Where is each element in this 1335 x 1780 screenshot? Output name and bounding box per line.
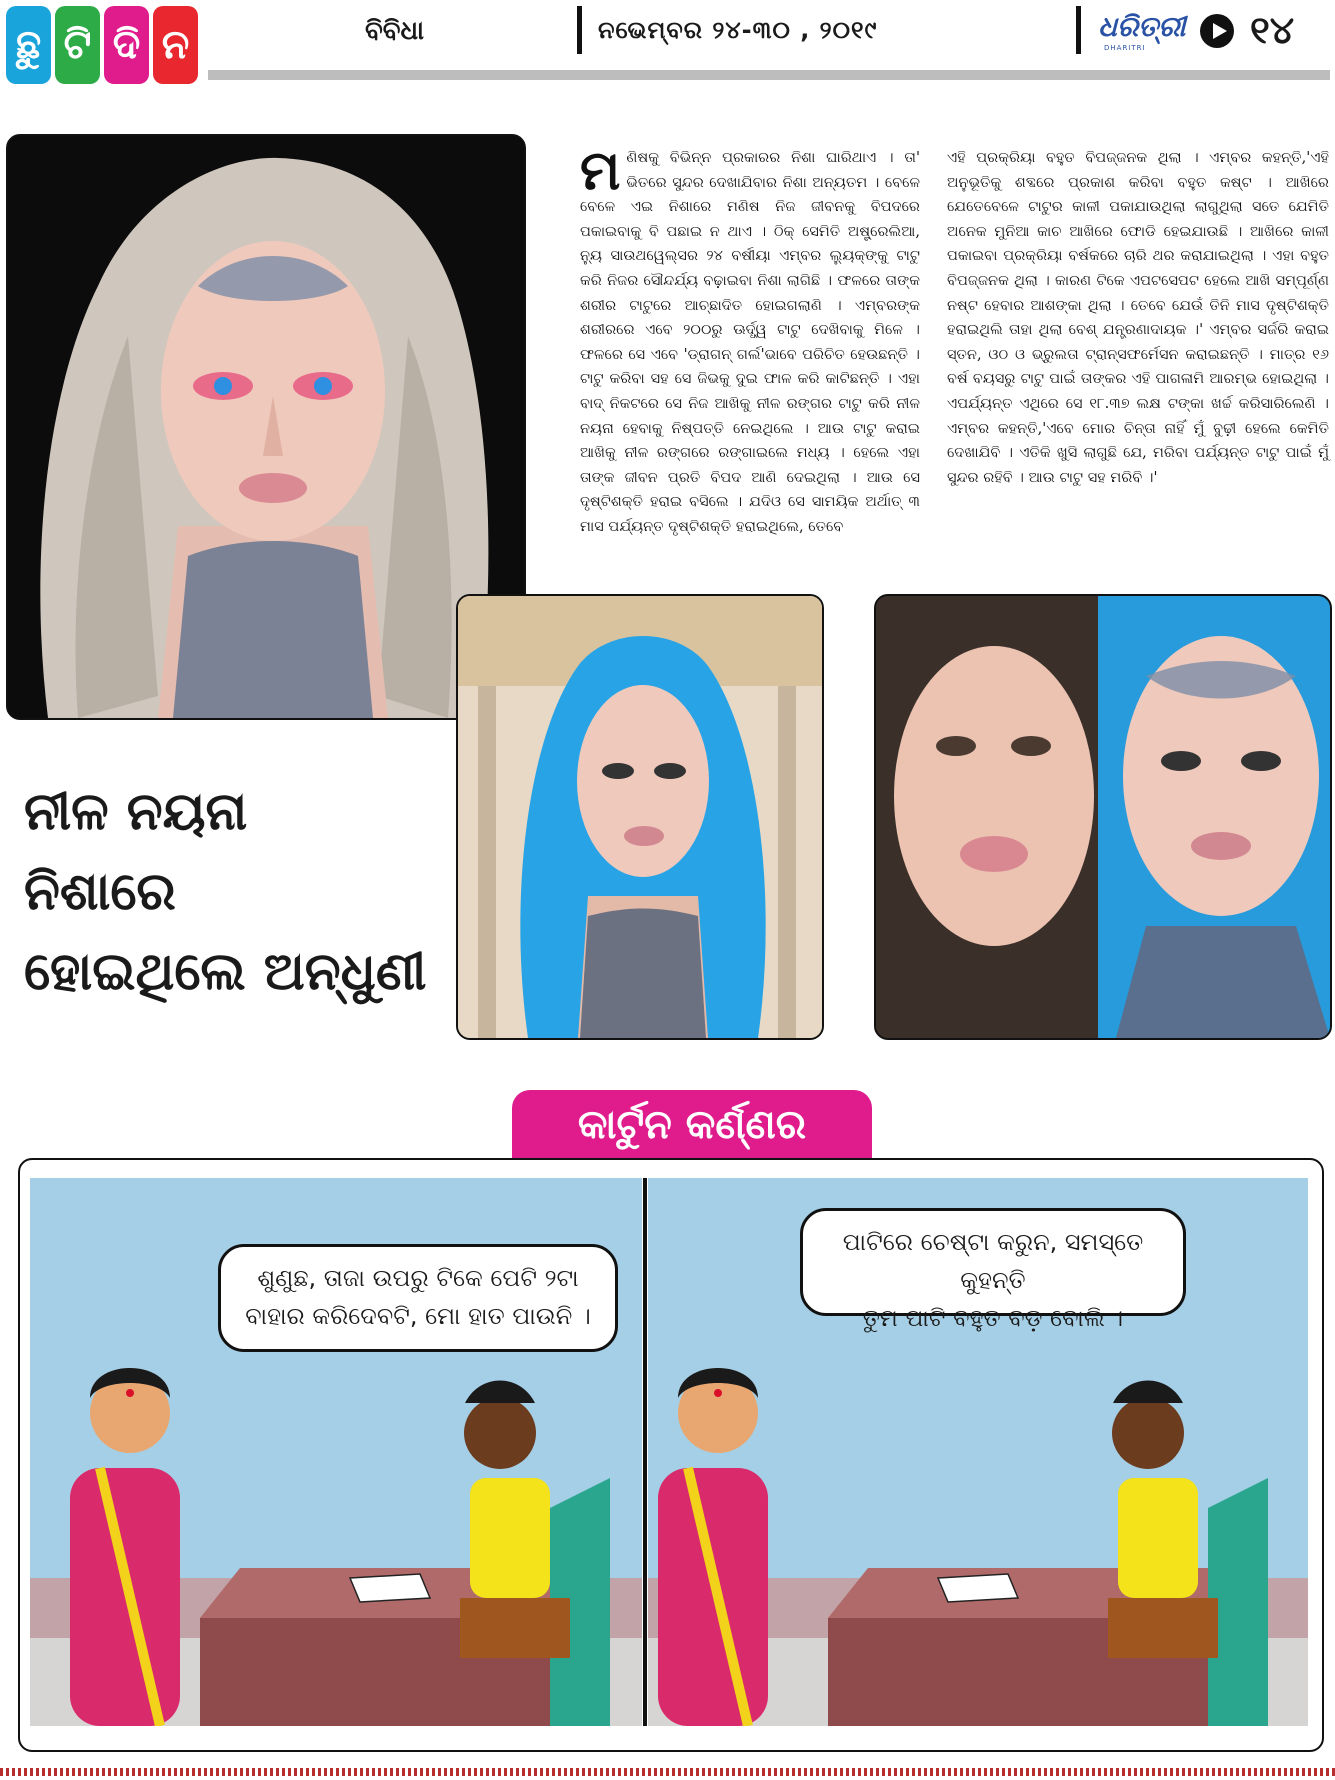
portrait-illustration [8,136,524,718]
photo-before-after [874,594,1332,1040]
photo-blue-hair-woman [456,594,824,1040]
header-rule [208,70,1330,80]
bubble-line: ତୁମ ପାଟି ବହୁତ ବଡ଼ ବୋଲି । [862,1304,1124,1332]
panel-divider [643,1178,647,1726]
page-number: ୧୪ [1250,8,1295,52]
article-text: ଏହି ପ୍ରକ୍ରିୟା ବହୁତ ବିପଜ୍ଜନକ ଥିଲା । ଏମ୍ବର କହନ୍ତି,'ଏହି ଅନୁଭୂତିକୁ ଶବ୍ଦରେ ପ୍ରକାଶ କରିବା ବହୁତ କଷ୍ଟ । ଆଖିରେ ଯେତେବେଳେ ଟାଟୁର କାଳୀ ପକାଯାଉଥିଲା ଲାଗୁଥିଲା ସତେ ଯେମିତି ଅନେକ ମୁନିଆ କାଚ ଆଖିରେ ଫୋଡି ହେଇଯାଉଛି । ଆଖିରେ କାଳୀ ପକାଇବା ପ୍ରକ୍ରିୟା ବର୍ଷକରେ ଚାରି ଥର କରାଯାଇଥିଲା । ଏହା ବହୁତ ବିପଜ୍ଜନକ ଥିଲା । କାରଣ ଟିକେ ଏପଟସେପଟ ହେଲେ ଆଖି ସମ୍ପୂର୍ଣ୍ଣ ନଷ୍ଟ ହେବାର ଆଶଙ୍କା ଥିଲା । ତେବେ ଯେଉଁ ତିନି ମାସ ଦୃଷ୍ଟିଶକ୍ତି ହରାଇଥିଲି ତାହା ଥିଲା ବେଶ୍ ଯନ୍ତ୍ରଣାଦାୟକ ।' ଏମ୍ବର ସର୍ଜରି କରାଇ ସ୍ତନ, ଓଠ ଓ ଭ୍ରୁଲତା ଟ୍ରାନ୍ସଫର୍ମେସନ କରାଇଛନ୍ତି । ମାତ୍ର ୧୬ ବର୍ଷ ବୟସରୁ ଟାଟୁ ପାଇଁ ତାଙ୍କର ଏହି ପାଗଳାମି ଆରମ୍ଭ ହୋଇଥିଲା । ଏପର୍ଯ୍ୟନ୍ତ ଏଥିରେ ସେ ୧୮.୩୭ ଲକ୍ଷ ଟଙ୍କା ଖର୍ଚ୍ଚ କରିସାରିଲେଣି । ଏମ୍ବର କହନ୍ତି,'ଏବେ ମୋର ଚିନ୍ତା ନାହିଁ ମୁଁ ବୁଢ଼ୀ ହେଲେ କେମିତି ଦେଖାଯିବି । ଏତିକି ଖୁସି ଲାଗୁଛି ଯେ, ମରିବା ପର୍ଯ୍ୟନ୍ତ ଟାଟୁ ପାଇଁ ମୁଁ ସୁନ୍ଦର ରହିବି । ଆଉ ଟାଟୁ ସହ ମରିବି ।' [947,149,1329,486]
logo-tile: ନ [153,6,198,84]
bubble-line: ପାଟିରେ ଚେଷ୍ଟା କରୁନ, ସମସ୍ତେ କୁହନ୍ତି [842,1228,1144,1294]
masthead-logo [6,6,198,84]
article-column-1 [580,139,920,540]
article-text: ଣିଷକୁ ବିଭିନ୍ନ ପ୍ରକାରର ନିଶା ଘାରିଥାଏ । ତା' ଭିତରେ ସୁନ୍ଦର ଦେଖାଯିବାର ନିଶା ଅନ୍ୟତମ । ବେଳେ ବେଳେ ଏଇ ନିଶାରେ ମଣିଷ ନିଜ ଜୀବନକୁ ବିପଦରେ ପକାଇବାକୁ ବି ପଛାଇ ନ ଥାଏ । ଠିକ୍ ସେମିତି ଅଷ୍ଟ୍ରେଲିଆ, ନ୍ୟୁ ସାଉଥୱେଲ୍ସର ୨୪ ବର୍ଷୀୟା ଏମ୍ବର ଲ୍ୟୁକ୍ଙ୍କୁ ଟାଟୁ କରି ନିଜର ସୌନ୍ଦର୍ଯ୍ୟ ବଢ଼ାଇବା ନିଶା ଲାଗିଛି । ଫଳରେ ତାଙ୍କ ଶରୀର ଟାଟୁରେ ଆଚ୍ଛାଦିତ ହୋଇଗଲାଣି । ଏମ୍ବରଙ୍କ ଶରୀରରେ ଏବେ ୨୦୦ରୁ ଊର୍ଦ୍ଧ୍ୱ ଟାଟୁ ଦେଖିବାକୁ ମିଳେ । ଫଳରେ ସେ ଏବେ 'ଡ୍ରାଗନ୍ ଗର୍ଲ'ଭାବେ ପରିଚିତ ହେଉଛନ୍ତି । ଟାଟୁ କରିବା ସହ ସେ ଜିଭକୁ ଦୁଇ ଫାଳ କରି କାଟିଛନ୍ତି । ଏହା ବାଦ୍ ନିକଟରେ ସେ ନିଜ ଆଖିକୁ ନୀଳ ରଙ୍ଗର ଟାଟୁ କରି ନୀଳ ନୟନା ହେବାକୁ ନିଷ୍ପତ୍ତି ନେଇଥିଲେ । ଆଉ ଟାଟୁ କରାଇ ଆଖିକୁ ନୀଳ ରଙ୍ଗରେ ରଙ୍ଗାଇଲେ ମଧ୍ୟ । ହେଲେ ଏହା ତାଙ୍କ ଜୀବନ ପ୍ରତି ବିପଦ ଆଣି ଦେଇଥିଲା । ଆଉ ସେ ଦୃଷ୍ଟିଶକ୍ତି ହରାଇ ବସିଲେ । ଯଦିଓ ସେ ସାମୟିକ ଅର୍ଥାତ୍ ୩ ମାସ ପର୍ଯ୍ୟନ୍ତ ଦୃଷ୍ଟିଶକ୍ତି ହରାଇଥିଲେ, ତେବେ [580,149,920,535]
speech-bubble-wife [218,1244,618,1352]
photo-blonde-woman [6,134,526,720]
drop-cap: ମ [580,139,621,202]
headline-line: ହୋଇଥିଲେ ଅନ୍ଧୁଣୀ [24,942,427,1002]
logo-tile: ଟି [55,6,100,84]
cartoon-corner-title: କାର୍ଟୁନ କର୍ଣ୍ଣର [512,1090,872,1160]
footer-strip [0,1768,1335,1776]
portrait-illustration [876,596,1330,1038]
headline-line: ନିଶାରେ [24,862,176,922]
headline-line: ନୀଳ ନୟନା [24,782,248,842]
headline [24,772,427,1012]
speech-bubble-husband [800,1208,1186,1332]
brand-logo: ଧରିତ୍ରୀ [1098,10,1186,43]
brand-sub: DHARITRI [1104,44,1146,52]
play-icon [1200,14,1234,48]
logo-tile: ଦି [104,6,149,84]
section-label: ବିବିଧା [365,16,424,46]
bubble-line: ଶୁଣୁଛ, ତାଜା ଉପରୁ ଟିକେ ପେଟି ୨ଟା [257,1264,579,1292]
header-divider [1076,6,1081,54]
issue-date: ନଭେମ୍ବର ୨୪-୩୦ , ୨୦୧୯ [598,16,878,44]
article-column-2 [947,146,1329,490]
header-divider [577,6,582,54]
bubble-line: ବାହାର କରିଦେବଟି, ମୋ ହାତ ପାଉନି । [245,1302,591,1330]
portrait-illustration [458,596,822,1038]
logo-tile: ଛୁ [6,6,51,84]
